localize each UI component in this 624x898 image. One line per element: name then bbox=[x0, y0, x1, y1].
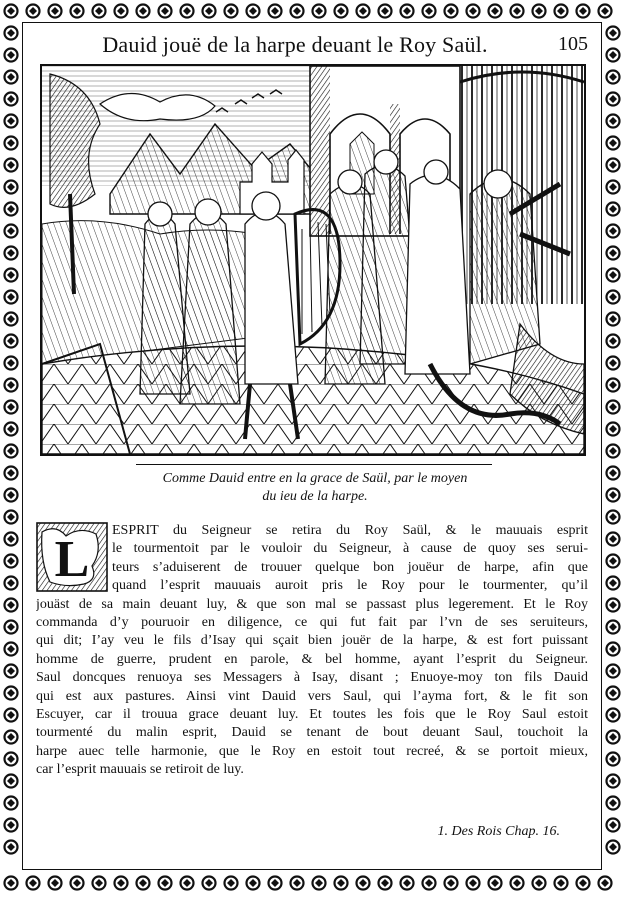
border-ornament bbox=[607, 665, 620, 678]
border-ornament bbox=[607, 599, 620, 612]
border-ornament bbox=[445, 5, 458, 18]
border-ornament bbox=[5, 709, 18, 722]
border-ornament bbox=[607, 577, 620, 590]
border-ornament bbox=[607, 291, 620, 304]
border-ornament bbox=[607, 247, 620, 260]
caption-line-2: du ieu de la harpe. bbox=[262, 489, 368, 504]
border-ornament bbox=[5, 181, 18, 194]
body-line: tourmenté du malin esprit, Dauid se tenant de bout deuant Saul, touchoit la bbox=[36, 725, 588, 741]
border-ornament bbox=[379, 877, 392, 890]
border-ornament bbox=[181, 5, 194, 18]
border-ornament bbox=[5, 775, 18, 788]
border-ornament bbox=[181, 877, 194, 890]
border-ornament bbox=[313, 5, 326, 18]
border-ornament bbox=[577, 877, 590, 890]
border-ornament bbox=[607, 511, 620, 524]
border-ornament bbox=[137, 877, 150, 890]
border-ornament bbox=[599, 5, 612, 18]
border-ornament bbox=[5, 401, 18, 414]
border-ornament bbox=[401, 877, 414, 890]
body-line: le tourmentoit par le vouloir du Seigneur, à cause de quoy ses serui- bbox=[112, 541, 588, 557]
border-ornament bbox=[467, 877, 480, 890]
woodcut-illustration bbox=[40, 64, 586, 456]
border-ornament bbox=[607, 71, 620, 84]
border-ornament bbox=[607, 533, 620, 546]
border-ornament bbox=[5, 577, 18, 590]
border-ornament bbox=[607, 753, 620, 766]
border-ornament bbox=[607, 159, 620, 172]
border-ornament bbox=[5, 137, 18, 150]
drop-cap-letter: L bbox=[54, 531, 90, 588]
border-ornament bbox=[607, 841, 620, 854]
border-ornament bbox=[599, 877, 612, 890]
border-ornament bbox=[511, 5, 524, 18]
border-ornament bbox=[533, 877, 546, 890]
body-line: teurs s’aduiserent de trouuer quelque bon jouëur de harpe, afin que bbox=[112, 559, 588, 575]
border-ornament bbox=[5, 115, 18, 128]
border-ornament bbox=[5, 621, 18, 634]
border-ornament bbox=[5, 423, 18, 436]
border-ornament bbox=[5, 313, 18, 326]
border-ornament bbox=[71, 5, 84, 18]
caption-line-1: Comme Dauid entre en la grace de Saül, par le moyen bbox=[162, 471, 468, 486]
border-ornament bbox=[607, 49, 620, 62]
border-ornament bbox=[5, 819, 18, 832]
body-line: qui est aux pastures. Ainsi vint Dauid vers Saul, qui l’ayma fort, & le fit son bbox=[36, 688, 588, 704]
border-ornament bbox=[607, 467, 620, 480]
border-ornament bbox=[607, 555, 620, 568]
border-ornament bbox=[5, 445, 18, 458]
border-ornament bbox=[27, 5, 40, 18]
border-ornament bbox=[5, 797, 18, 810]
border-ornament bbox=[5, 599, 18, 612]
border-ornament bbox=[555, 877, 568, 890]
caption-rule bbox=[136, 464, 492, 465]
border-ornament bbox=[5, 665, 18, 678]
border-ornament bbox=[607, 709, 620, 722]
border-ornament bbox=[5, 643, 18, 656]
border-ornament bbox=[269, 877, 282, 890]
border-ornament bbox=[247, 5, 260, 18]
border-ornament bbox=[5, 247, 18, 260]
border-ornament bbox=[225, 877, 238, 890]
border-ornament bbox=[5, 687, 18, 700]
body-line: ESPRIT du Seigneur se retira du Roy Saül, & le mauuais esprit bbox=[112, 523, 588, 538]
border-ornament bbox=[5, 225, 18, 238]
border-ornament bbox=[607, 93, 620, 106]
border-ornament bbox=[291, 5, 304, 18]
border-ornament bbox=[159, 5, 172, 18]
border-ornament bbox=[607, 335, 620, 348]
border-ornament bbox=[607, 357, 620, 370]
border-ornament bbox=[5, 841, 18, 854]
body-line: harpe auec telle harmonie, que le Roy en estoit tout recreé, & se portoit mieux, bbox=[36, 743, 588, 759]
border-ornament bbox=[357, 877, 370, 890]
body-line: quand l’esprit mauuais auroit pris le Roy pour le tourmenter, qu’il bbox=[112, 578, 588, 594]
border-ornament bbox=[5, 335, 18, 348]
border-ornament bbox=[5, 27, 18, 40]
border-ornament bbox=[5, 511, 18, 524]
border-ornament bbox=[27, 877, 40, 890]
border-ornament bbox=[607, 401, 620, 414]
border-ornament bbox=[607, 621, 620, 634]
border-ornament bbox=[607, 379, 620, 392]
border-ornament bbox=[93, 5, 106, 18]
border-ornament bbox=[379, 5, 392, 18]
border-ornament bbox=[5, 49, 18, 62]
border-ornament bbox=[5, 5, 18, 18]
border-ornament bbox=[555, 5, 568, 18]
border-ornament bbox=[247, 877, 260, 890]
border-ornament bbox=[607, 731, 620, 744]
border-ornament bbox=[5, 71, 18, 84]
border-ornament bbox=[607, 225, 620, 238]
border-ornament bbox=[5, 291, 18, 304]
border-ornament bbox=[203, 877, 216, 890]
body-line: commanda d’y pouruoir en diligence, ce qui fut fait par l’vn de ses seruiteurs, bbox=[36, 614, 588, 630]
border-ornament bbox=[5, 93, 18, 106]
scripture-reference: 1. Des Rois Chap. 16. bbox=[437, 824, 560, 839]
illustration-caption bbox=[110, 470, 520, 506]
border-ornament bbox=[607, 313, 620, 326]
border-ornament bbox=[291, 877, 304, 890]
border-ornament bbox=[49, 877, 62, 890]
border-ornament bbox=[269, 5, 282, 18]
border-ornament bbox=[203, 5, 216, 18]
border-ornament bbox=[5, 731, 18, 744]
border-ornament bbox=[357, 5, 370, 18]
border-ornament bbox=[607, 27, 620, 40]
body-line: Saul doncques renuoya ses Messagers à Isay, disant ; Enuoye-moy ton fils Dauid bbox=[36, 670, 588, 686]
border-ornament bbox=[607, 203, 620, 216]
border-ornament bbox=[5, 533, 18, 546]
border-ornament bbox=[607, 137, 620, 150]
border-ornament bbox=[5, 379, 18, 392]
border-ornament bbox=[607, 423, 620, 436]
border-ornament bbox=[607, 797, 620, 810]
border-ornament bbox=[5, 159, 18, 172]
page-title: Dauid jouë de la harpe deuant le Roy Saül. bbox=[102, 32, 488, 57]
border-ornament bbox=[607, 489, 620, 502]
border-ornament bbox=[335, 877, 348, 890]
border-ornament bbox=[607, 775, 620, 788]
body-line: Escuyer, car il trouua grace deuant luy. Et toutes les fois que le Roy Saul estoit bbox=[36, 706, 588, 722]
border-ornament bbox=[607, 643, 620, 656]
border-ornament bbox=[93, 877, 106, 890]
border-ornament bbox=[607, 181, 620, 194]
border-ornament bbox=[423, 877, 436, 890]
border-ornament bbox=[401, 5, 414, 18]
border-ornament bbox=[489, 5, 502, 18]
body-text bbox=[36, 522, 588, 779]
border-ornament bbox=[5, 877, 18, 890]
body-line: qui dit; I’ay veu le fils d’Isay qui sçait bien jouër de la harpe, & est fort puissant bbox=[36, 633, 588, 649]
border-ornament bbox=[607, 445, 620, 458]
border-ornament bbox=[607, 687, 620, 700]
border-ornament bbox=[71, 877, 84, 890]
body-line: jouäst de sa main deuant luy, & que son mal se passast plus legerement. Et le Roy bbox=[36, 596, 588, 612]
border-ornament bbox=[607, 115, 620, 128]
border-ornament bbox=[225, 5, 238, 18]
border-ornament bbox=[137, 5, 150, 18]
border-ornament bbox=[115, 877, 128, 890]
border-ornament bbox=[5, 203, 18, 216]
border-ornament bbox=[5, 555, 18, 568]
border-ornament bbox=[607, 269, 620, 282]
border-ornament bbox=[335, 5, 348, 18]
page-number: 105 bbox=[558, 33, 588, 55]
border-ornament bbox=[5, 489, 18, 502]
border-ornament bbox=[533, 5, 546, 18]
body-line: homme de guerre, prudent en parole, & bel homme, ayant l’esprit du Seigneur. bbox=[36, 651, 588, 667]
border-ornament bbox=[607, 819, 620, 832]
border-ornament bbox=[577, 5, 590, 18]
border-ornament bbox=[5, 269, 18, 282]
body-line: car l’esprit mauuais se retiroit de luy. bbox=[36, 762, 244, 778]
border-ornament bbox=[489, 877, 502, 890]
border-ornament bbox=[467, 5, 480, 18]
border-ornament bbox=[5, 357, 18, 370]
border-ornament bbox=[49, 5, 62, 18]
border-ornament bbox=[511, 877, 524, 890]
border-ornament bbox=[313, 877, 326, 890]
border-ornament bbox=[5, 467, 18, 480]
border-ornament bbox=[423, 5, 436, 18]
border-ornament bbox=[445, 877, 458, 890]
border-ornament bbox=[115, 5, 128, 18]
border-ornament bbox=[5, 753, 18, 766]
border-ornament bbox=[159, 877, 172, 890]
